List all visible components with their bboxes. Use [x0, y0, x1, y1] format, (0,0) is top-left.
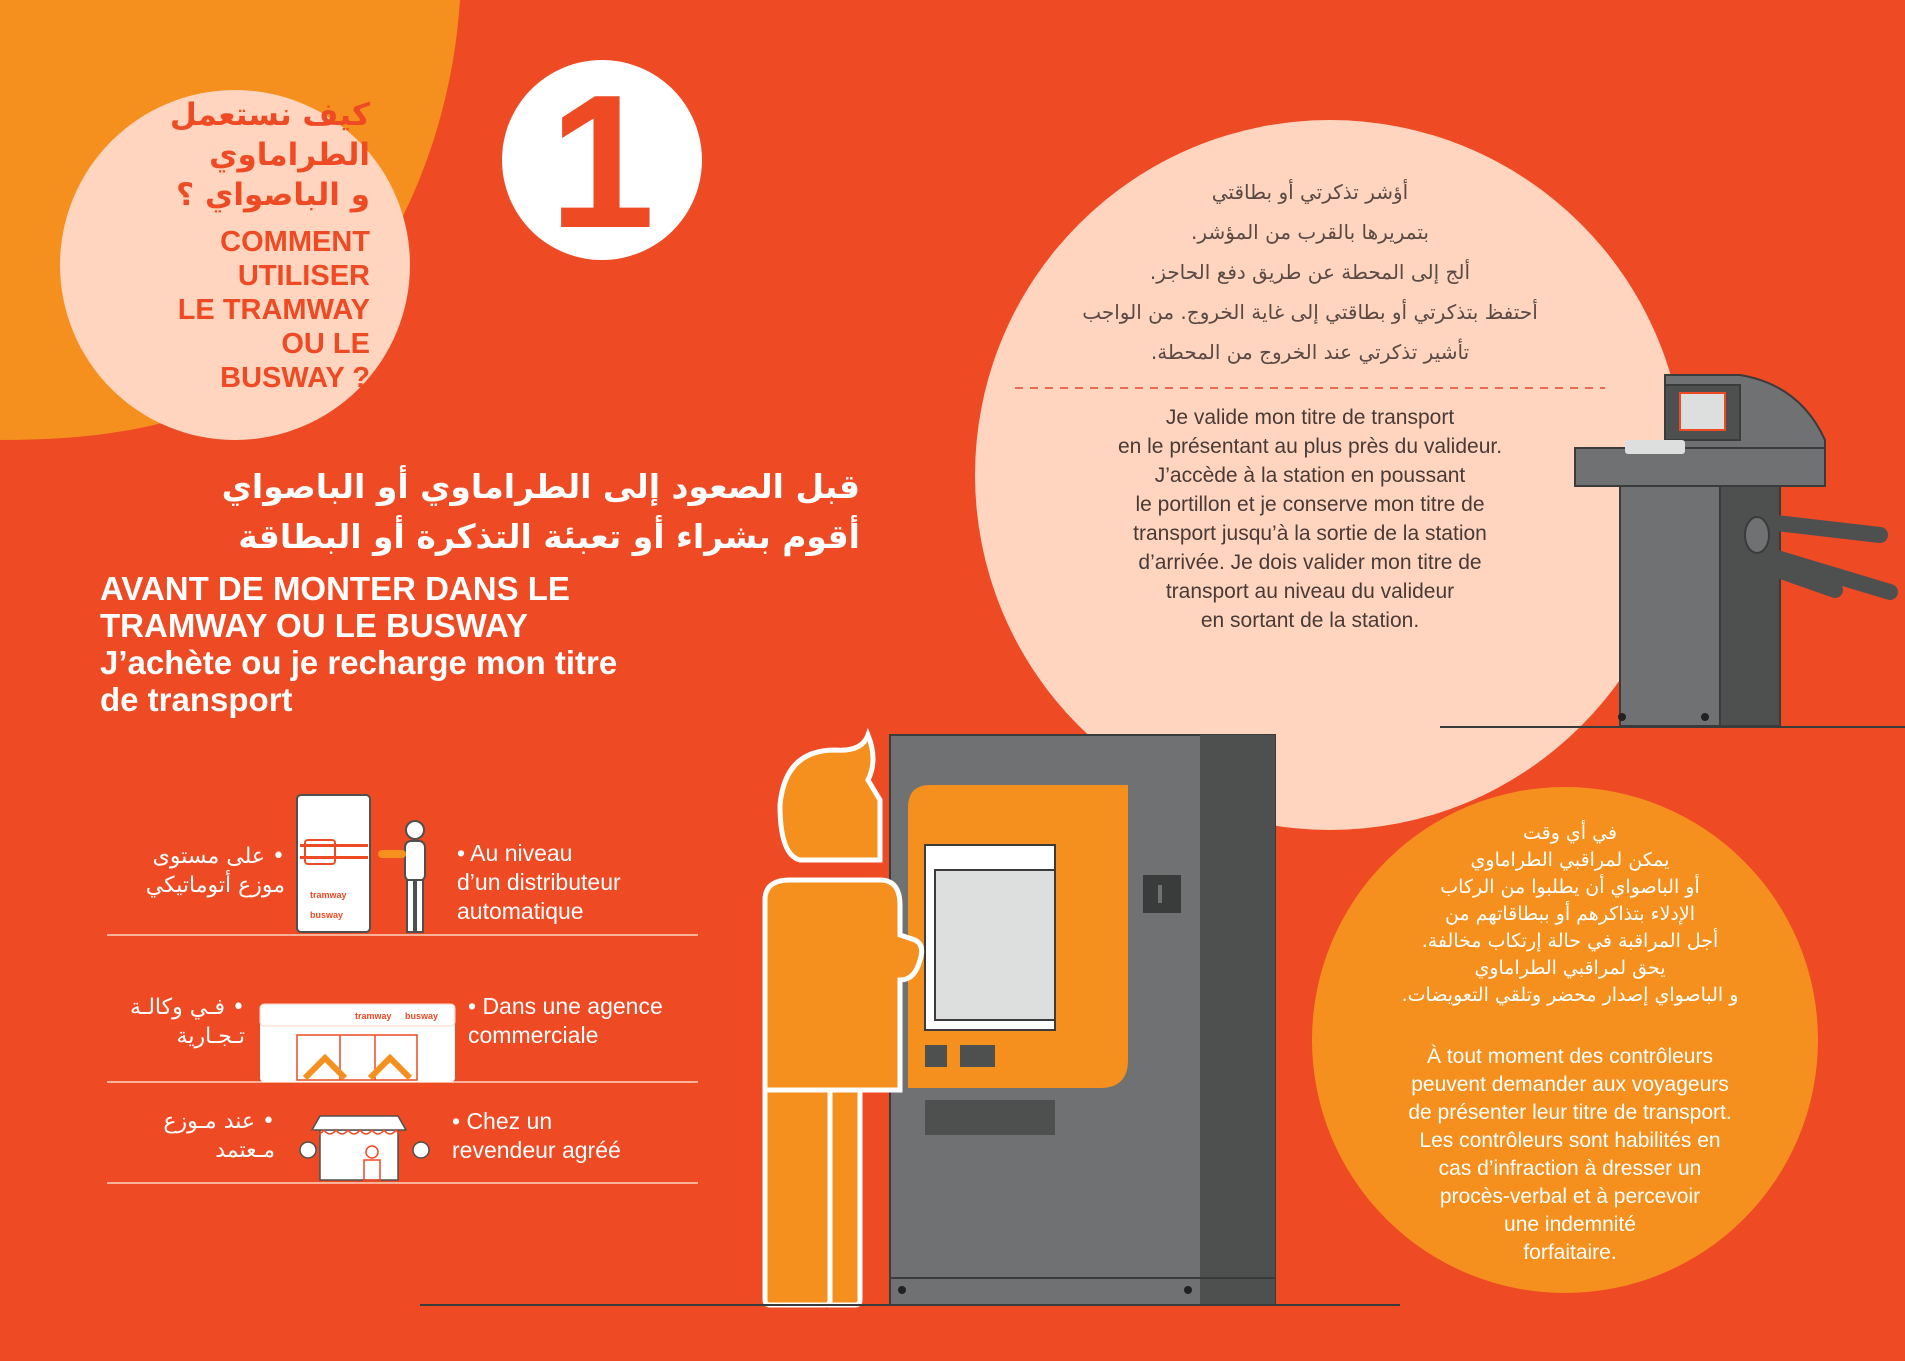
validation-french-line: en le présentant au plus près du valideur.: [1117, 435, 1503, 458]
control-french-line: une indemnité: [1504, 1213, 1636, 1236]
heading-arabic-line: قبل الصعود إلى الطراماوي أو الباصواي: [221, 467, 860, 506]
validation-arabic-line: أحتفظ بتذكرتي أو بطاقتي إلى غاية الخروج. من الواجب: [1082, 300, 1538, 324]
title-arabic: [85, 95, 370, 215]
heading-french-line: AVANT DE MONTER DANS LE: [100, 570, 570, 607]
option-french-line: • Dans une agence: [468, 993, 663, 1019]
title-arabic-line: و الباصواي ؟: [176, 177, 370, 213]
control-french-line: procès-verbal et à percevoir: [1439, 1185, 1701, 1208]
control-arabic: [1345, 820, 1795, 1009]
title-arabic-line: الطراماوي: [209, 137, 370, 173]
heading-arabic-line: أقوم بشراء أو تعبئة التذكرة أو البطاقة: [238, 517, 860, 556]
title-french-line: UTILISER: [237, 260, 370, 292]
validation-french: [1030, 403, 1590, 635]
option-french-line: • Chez un: [452, 1108, 553, 1134]
title-french: [85, 225, 370, 395]
step-number: 1: [549, 56, 655, 268]
vending-machine-icon: [297, 795, 425, 932]
option-arabic-line: موزع أتوماتيكي: [145, 873, 285, 898]
option-reseller-french: [452, 1107, 692, 1165]
option-agency-french: [468, 992, 708, 1050]
option-french-line: d’un distributeur: [457, 869, 621, 895]
title-arabic-line: كيف نستعمل: [169, 97, 370, 133]
control-arabic-line: الإدلاء بتذاكرهم أو ببطاقاتهم من: [1444, 903, 1696, 925]
icon-tramway-label: tramway: [310, 890, 347, 900]
heading-french: [100, 570, 780, 718]
agency-tramway-label: tramway: [355, 1011, 392, 1021]
control-french-line: peuvent demander aux voyageurs: [1411, 1073, 1729, 1096]
control-french-line: Les contrôleurs sont habilités en: [1419, 1129, 1721, 1152]
option-french-line: • Au niveau: [457, 840, 573, 866]
option-vending-french: [457, 839, 697, 926]
agency-busway-label: busway: [405, 1011, 439, 1021]
option-arabic-line: مـعتمد: [215, 1138, 275, 1163]
heading-arabic: [200, 462, 860, 562]
validation-french-line: transport au niveau du valideur: [1165, 580, 1455, 603]
validation-arabic-line: أؤشر تذكرتي أو بطاقتي: [1211, 180, 1409, 204]
option-arabic-line: • فـي وكالـة: [129, 995, 245, 1020]
option-agency-arabic: [95, 993, 245, 1051]
option-arabic-line: تـجـارية: [176, 1024, 245, 1049]
control-arabic-line: في أي وقت: [1522, 822, 1618, 844]
control-french-line: cas d’infraction à dresser un: [1438, 1157, 1702, 1180]
icon-busway-label: busway: [310, 910, 344, 920]
control-arabic-line: يحق لمراقبي الطراماوي: [1474, 957, 1666, 979]
control-french-line: forfaitaire.: [1523, 1241, 1617, 1264]
option-arabic-line: • على مستوى: [152, 844, 285, 869]
validation-french-line: d’arrivée. Je dois valider mon titre de: [1138, 551, 1482, 574]
control-french-line: À tout moment des contrôleurs: [1427, 1045, 1713, 1068]
title-french-line: LE TRAMWAY: [177, 294, 370, 326]
title-french-line: COMMENT: [220, 226, 370, 258]
option-arabic-line: • عند مـوزع: [163, 1109, 275, 1134]
heading-french-line: de transport: [100, 681, 293, 718]
option-french-line: automatique: [457, 898, 584, 924]
option-reseller-arabic: [95, 1107, 275, 1165]
title-french-line: BUSWAY ?: [220, 362, 370, 394]
reseller-shop-icon: [300, 1116, 429, 1180]
option-french-line: revendeur agréé: [452, 1137, 621, 1163]
validation-french-line: transport jusqu’à la sortie de la station: [1133, 522, 1487, 545]
validation-french-line: le portillon et je conserve mon titre de: [1135, 493, 1485, 516]
validation-arabic-line: ألج إلى المحطة عن طريق دفع الحاجز.: [1149, 260, 1471, 284]
control-french: [1345, 1043, 1795, 1267]
heading-french-line: J’achète ou je recharge mon titre: [100, 644, 618, 681]
ticket-machine-illustration: [890, 735, 1275, 1305]
validation-arabic-line: تأشير تذكرتي عند الخروج من المحطة.: [1150, 340, 1470, 364]
title-french-line: OU LE: [281, 328, 370, 360]
validation-french-line: en sortant de la station.: [1200, 609, 1420, 632]
validation-arabic-line: بتمريرها بالقرب من المؤشر.: [1191, 220, 1429, 244]
control-arabic-line: يمكن لمراقبي الطراماوي: [1470, 849, 1670, 871]
control-french-line: de présenter leur titre de transport.: [1408, 1101, 1732, 1124]
option-french-line: commerciale: [468, 1022, 599, 1048]
validation-french-line: J’accède à la station en poussant: [1154, 464, 1466, 487]
control-arabic-line: و الباصواي إصدار محضر وتلقي التعويضات.: [1401, 984, 1739, 1006]
validation-french-line: Je valide mon titre de transport: [1165, 406, 1455, 429]
title-block: [85, 95, 370, 395]
validation-arabic: [1010, 172, 1610, 372]
control-arabic-line: أجل المراقبة في حالة إرتكاب مخالفة.: [1421, 930, 1719, 952]
control-arabic-line: أو الباصواي أن يطلبوا من الركاب: [1440, 876, 1700, 898]
heading-french-line: TRAMWAY OU LE BUSWAY: [100, 607, 528, 644]
option-vending-arabic: [95, 842, 285, 900]
agency-storefront-icon: [260, 1004, 455, 1082]
